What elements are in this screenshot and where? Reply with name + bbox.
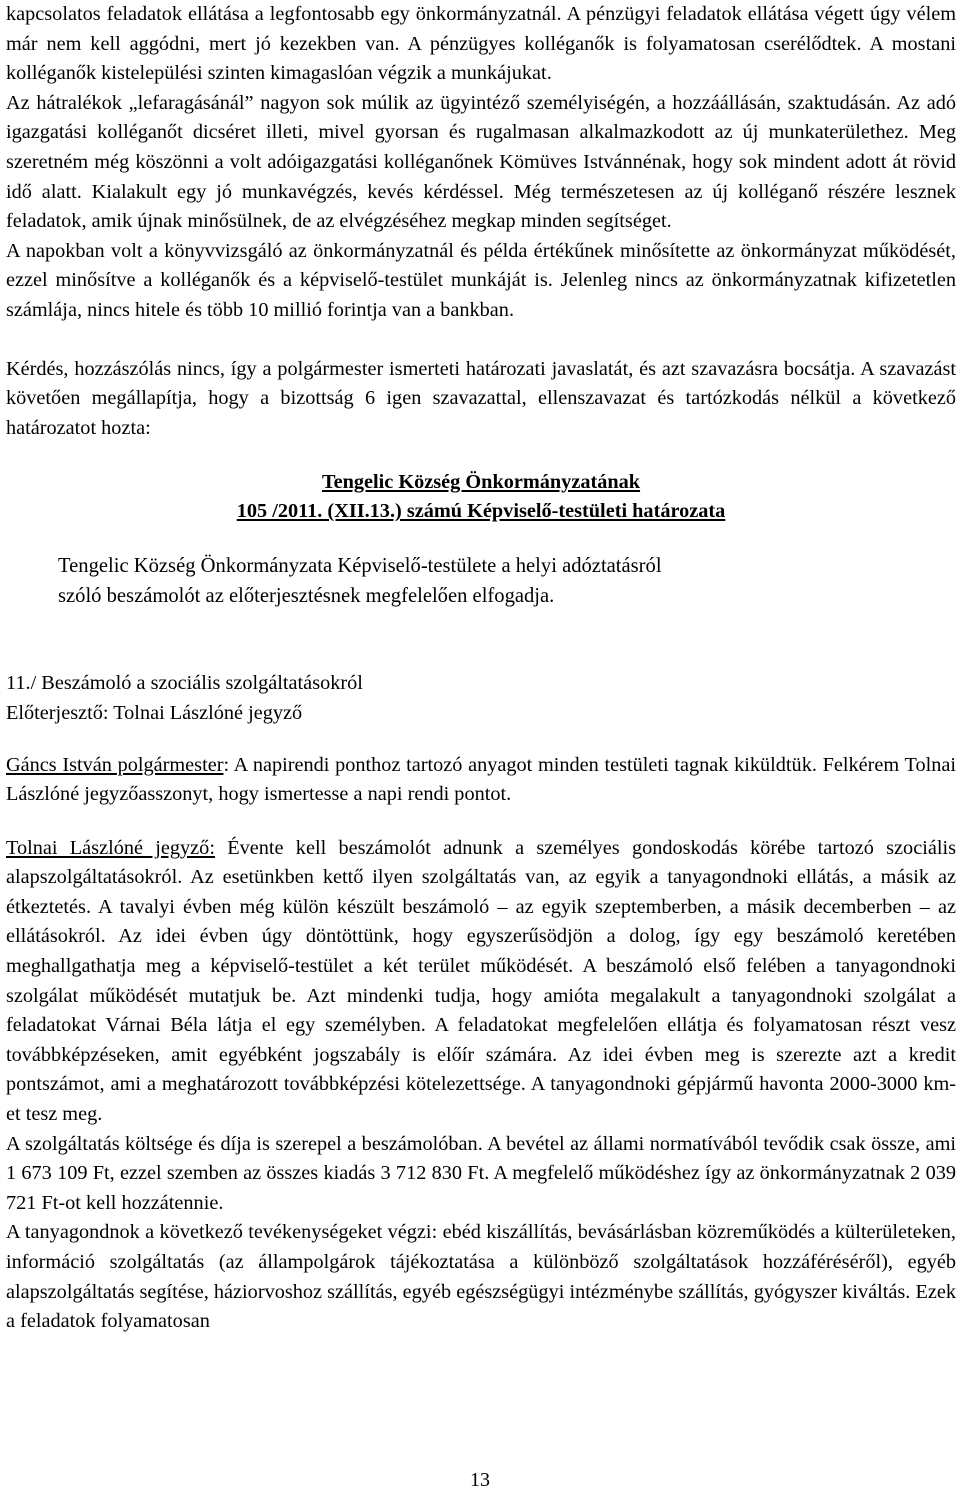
resolution-text xyxy=(6,551,956,611)
speaker-notary-paragraph xyxy=(6,834,956,1130)
speaker-notary-name: Tolnai Lászlóné jegyző: xyxy=(6,836,215,859)
speaker-notary-text: Évente kell beszámolót adnunk a személyes gondoskodás körébe tartozó szociális alapszolgáltatásokról. Az esetünkben kettő ilyen szolgáltatás van, az egyik a tanyagondnoki ellátás, a másik az étkeztetés. A tavalyi évben még külön készült beszámoló – az egyik szeptemberben, a másik decemberben – az ellátásokról. Az idei évben úgy döntöttünk, hogy egyszerűsödjön a dolog, így egy beszámoló keretében meghallgathatja meg a képviselő-testület a két terület működését. A beszámoló első felében a tanyagondnoki szolgálat működését mutatjuk be. Azt mindenki tudja, hogy amióta megalakult a tanyagondnoki szolgálat a feladatokat Várnai Béla látja el egy személyben. A feladatokat megfelelően ellátja és folyamatosan részt vesz továbbképzéseken, amit egyébként jogszabály is előír számára. Az idei évben meg is szerezte azt a kredit pontszámot, ami a meghatározott továbbképzési kötelezettsége. A tanyagondnoki gépjármű havonta 2000-3000 km-et tesz meg. xyxy=(6,836,956,1126)
speaker-mayor-paragraph xyxy=(6,751,956,810)
speaker-mayor-name: Gáncs István polgármester xyxy=(6,753,224,776)
speaker-mayor-text: : A napirendi ponthoz tartozó anyagot minden testületi tagnak kiküldtük. Felkérem Tolnai Lászlóné jegyzőasszonyt, hogy ismertesse a napi rendi pontot. xyxy=(6,753,956,806)
resolution-text-line2: szóló beszámolót az előterjesztésnek megfelelően elfogadja. xyxy=(58,585,555,608)
paragraph-cost: A szolgáltatás költsége és díja is szerepel a beszámolóban. A bevétel az állami normatívából tevődik csak össze, ami 1 673 109 Ft, ezzel szemben az összes kiadás 3 712 830 Ft. A megfelelő működéshez így az önkormányzatnak 2 039 721 Ft-ot kell hozzátennie. xyxy=(6,1132,956,1214)
resolution-text-line1: Tengelic Község Önkormányzata Képviselő-testülete a helyi adóztatásról xyxy=(58,555,662,578)
page-number: 13 xyxy=(470,1469,490,1491)
paragraph-vote: Kérdés, hozzászólás nincs, így a polgármester ismerteti határozati javaslatát, és azt szavazásra bocsátja. A szavazást követően megállapítja, hogy a bizottság 6 igen szavazattal, ellenszavazat és tartózkodás nélkül a következő határozatot hozta: xyxy=(6,357,956,439)
agenda-item-title: 11./ Beszámoló a szociális szolgáltatásokról xyxy=(6,672,363,695)
paragraph-audit: A napokban volt a könyvvizsgáló az önkormányzatnál és példa értékűnek minősítette az önkormányzat működését, ezzel minősítve a kolléganők és a képviselő-testület munkáját is. Jelenleg nincs az önkormányzatnak kifizetetlen számlája, nincs hitele és több 10 millió forintja van a bankban. xyxy=(6,239,956,321)
document-page xyxy=(6,0,956,1337)
paragraph-tasks: A tanyagondnok a következő tevékenységeket végzi: ebéd kiszállítás, bevásárlásban közreműködés a külterületeken, információ szolgáltatás (az állampolgárok tájékoztatása a különböző szolgáltatások hozzáféréséről), egyéb alapszolgáltatás segítése, háziorvoshoz szállítás, egyéb egészségügyi intézménybe szállítás, gyógyszer kiváltás. Ezek a feladatok folyamatosan xyxy=(6,1221,956,1333)
resolution-number: 105 /2011. (XII.13.) számú Képviselő-testületi határozata xyxy=(236,500,726,523)
resolution-title: Tengelic Község Önkormányzatának xyxy=(321,471,641,494)
paragraph-arrears: Az hátralékok „lefaragásánál” nagyon sok múlik az ügyintéző személyiségén, a hozzáállásán, szaktudásán. Az adó igazgatási kolléganőt dicséret illeti, mivel gyorsan és rugalmasan alkalmazkodott az új munkaterülethez. Meg szeretném még köszönni a volt adóigazgatási kolléganőnek Kömüves Istvánnénak, hogy sok mindent adott át rövid idő alatt. Kialakult egy jó munkavégzés, kevés kérdéssel. Még természetesen az új kolléganő részére lesznek feladatok, amik újnak minősülnek, de az elvégzéséhez megkap minden segítséget. xyxy=(6,91,956,233)
paragraph-finance: kapcsolatos feladatok ellátása a legfontosabb egy önkormányzatnál. A pénzügyi feladatok ellátása végett úgy vélem már nem kell aggódni, mert jó kezekben van. A pénzügyes kolléganők is folyamatosan cserélődtek. A mostani kolléganők kistelepülési szinten kimagaslóan végzik a munkájukat. xyxy=(6,3,956,85)
agenda-item-presenter: Előterjesztő: Tolnai Lászlóné jegyző xyxy=(6,701,303,724)
